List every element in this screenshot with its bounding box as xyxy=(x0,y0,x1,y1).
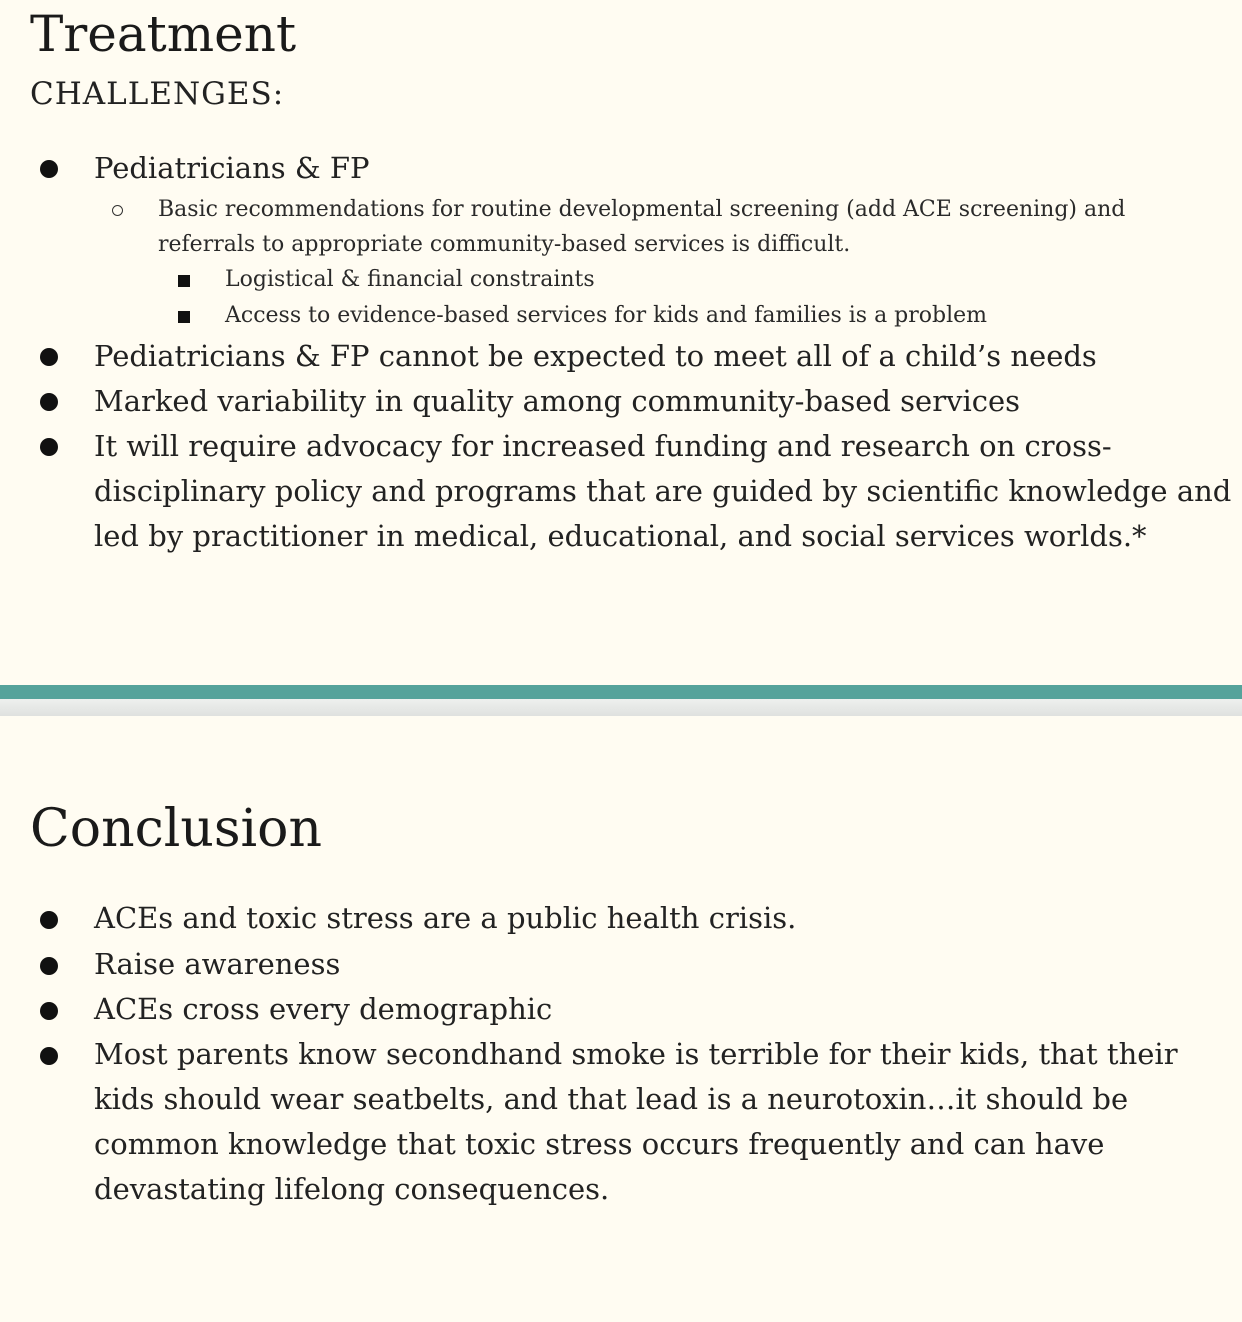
list-item-text: Most parents know secondhand smoke is terrible for their kids, that their kids should wear seatbelts, and that lead is a neurotoxin…it should be common knowledge that toxic stress occurs frequently and can have devastating lifelong consequences. xyxy=(94,1037,1178,1206)
list-item-text: ACEs and toxic stress are a public health crisis. xyxy=(94,901,797,935)
conclusion-slide xyxy=(0,716,1242,1322)
list-subsubitem-text: Access to evidence-based services for kids and families is a problem xyxy=(225,303,988,328)
page-title: Conclusion xyxy=(30,799,322,859)
bullet-disc-icon xyxy=(40,438,58,456)
page-title: Treatment xyxy=(30,5,297,63)
list-item-text: Pediatricians & FP cannot be expected to meet all of a child’s needs xyxy=(94,339,1097,373)
bullet-disc-icon xyxy=(40,1047,58,1065)
list-item-text: Pediatricians & FP xyxy=(94,151,370,185)
list-item-text: It will require advocacy for increased funding and research on cross-disciplinary policy and programs that are guided by scientific knowledge and led by practitioner in medical, educational, and social services worlds.* xyxy=(94,429,1232,553)
slide-divider-accent xyxy=(0,685,1242,699)
list-subsubitem-text: Logistical & financial constraints xyxy=(225,267,595,292)
bullet-circle-icon xyxy=(112,205,123,216)
bullet-disc-icon xyxy=(40,348,58,366)
bullet-disc-icon xyxy=(40,957,58,975)
list-item-text: ACEs cross every demographic xyxy=(94,992,553,1026)
list-subitem-text: Basic recommendations for routine developmental screening (add ACE screening) and referrals to appropriate community-based services is difficult. xyxy=(158,197,1126,257)
slide-gap-divider xyxy=(0,699,1242,716)
bullet-disc-icon xyxy=(40,911,58,929)
bullet-square-icon xyxy=(178,275,190,287)
list-item-text: Raise awareness xyxy=(94,947,341,981)
bullet-square-icon xyxy=(178,311,190,323)
challenges-subheading: CHALLENGES: xyxy=(30,76,285,112)
bullet-disc-icon xyxy=(40,160,58,178)
bullet-disc-icon xyxy=(40,393,58,411)
list-item-text: Marked variability in quality among community-based services xyxy=(94,384,1021,418)
bullet-disc-icon xyxy=(40,1002,58,1020)
